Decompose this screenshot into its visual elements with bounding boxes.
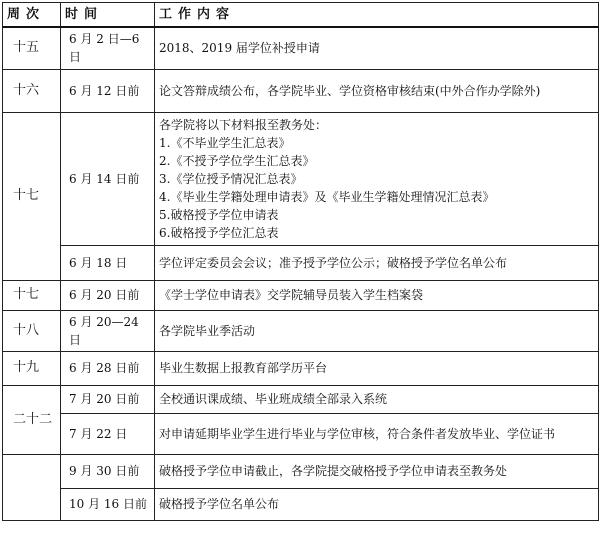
content-title: 各学院将以下材料报至教务处： <box>159 117 328 132</box>
content-cell: 2018、2019 届学位补授申请 <box>155 27 599 69</box>
date-cell: 6 月 18 日 <box>61 245 155 280</box>
content-cell: 全校通识课成绩、毕业班成绩全部录入系统 <box>155 385 599 413</box>
header-week: 周次 <box>3 3 61 28</box>
date-cell: 6 月 12 日前 <box>61 69 155 112</box>
date-cell: 10 月 16 日前 <box>61 488 155 520</box>
date-cell: 7 月 20 日前 <box>61 385 155 413</box>
list-item: 1.《不毕业学生汇总表》 <box>159 135 291 150</box>
header-row <box>3 3 599 28</box>
week-cell: 十七 <box>3 112 61 280</box>
content-cell: 各学院毕业季活动 <box>155 310 599 351</box>
table-row <box>3 280 599 310</box>
header-time: 时间 <box>61 3 155 28</box>
content-cell: 《学士学位申请表》交学院辅导员装入学生档案袋 <box>155 280 599 310</box>
list-item: 6.破格授予学位汇总表 <box>159 225 279 240</box>
list-item: 4.《毕业生学籍处理申请表》及《毕业生学籍处理情况汇总表》 <box>159 189 495 204</box>
schedule-table <box>2 2 599 521</box>
list-item: 5.破格授予学位申请表 <box>159 207 279 222</box>
table-row <box>3 385 599 413</box>
content-cell: 学位评定委员会会议；准予授予学位公示；破格授予学位名单公布 <box>155 245 599 280</box>
week-cell: 十五 <box>3 27 61 69</box>
table-row <box>3 454 599 488</box>
week-cell: 十六 <box>3 69 61 112</box>
list-item: 2.《不授予学位学生汇总表》 <box>159 153 315 168</box>
week-cell-empty <box>3 454 61 520</box>
week-cell: 十八 <box>3 310 61 351</box>
content-cell: 破格授予学位申请截止，各学院提交破格授予学位申请表至教务处 <box>155 454 599 488</box>
content-cell: 毕业生数据上报教育部学历平台 <box>155 351 599 385</box>
table-row <box>3 245 599 280</box>
date-cell: 6 月 14 日前 <box>61 112 155 245</box>
list-item: 3.《学位授予情况汇总表》 <box>159 171 303 186</box>
header-content: 工作内容 <box>155 3 599 28</box>
date-cell: 7 月 22 日 <box>61 413 155 454</box>
table-row <box>3 69 599 112</box>
date-cell: 6 月 20 日前 <box>61 280 155 310</box>
table-row <box>3 310 599 351</box>
table-row <box>3 413 599 454</box>
table-row <box>3 112 599 245</box>
date-cell: 9 月 30 日前 <box>61 454 155 488</box>
content-cell <box>155 112 599 245</box>
table-row <box>3 27 599 69</box>
week-cell: 十九 <box>3 351 61 385</box>
date-cell: 6 月 20—24 日 <box>61 310 155 351</box>
week-cell: 十七 <box>3 280 61 310</box>
content-cell: 破格授予学位名单公布 <box>155 488 599 520</box>
date-cell: 6 月 28 日前 <box>61 351 155 385</box>
table-row <box>3 351 599 385</box>
date-cell: 6 月 2 日—6 日 <box>61 27 155 69</box>
content-cell: 论文答辩成绩公布，各学院毕业、学位资格审核结束(中外合作办学除外) <box>155 69 599 112</box>
week-cell: 二十二 <box>3 385 61 454</box>
content-cell: 对申请延期毕业学生进行毕业与学位审核，符合条件者发放毕业、学位证书 <box>155 413 599 454</box>
table-row <box>3 488 599 520</box>
